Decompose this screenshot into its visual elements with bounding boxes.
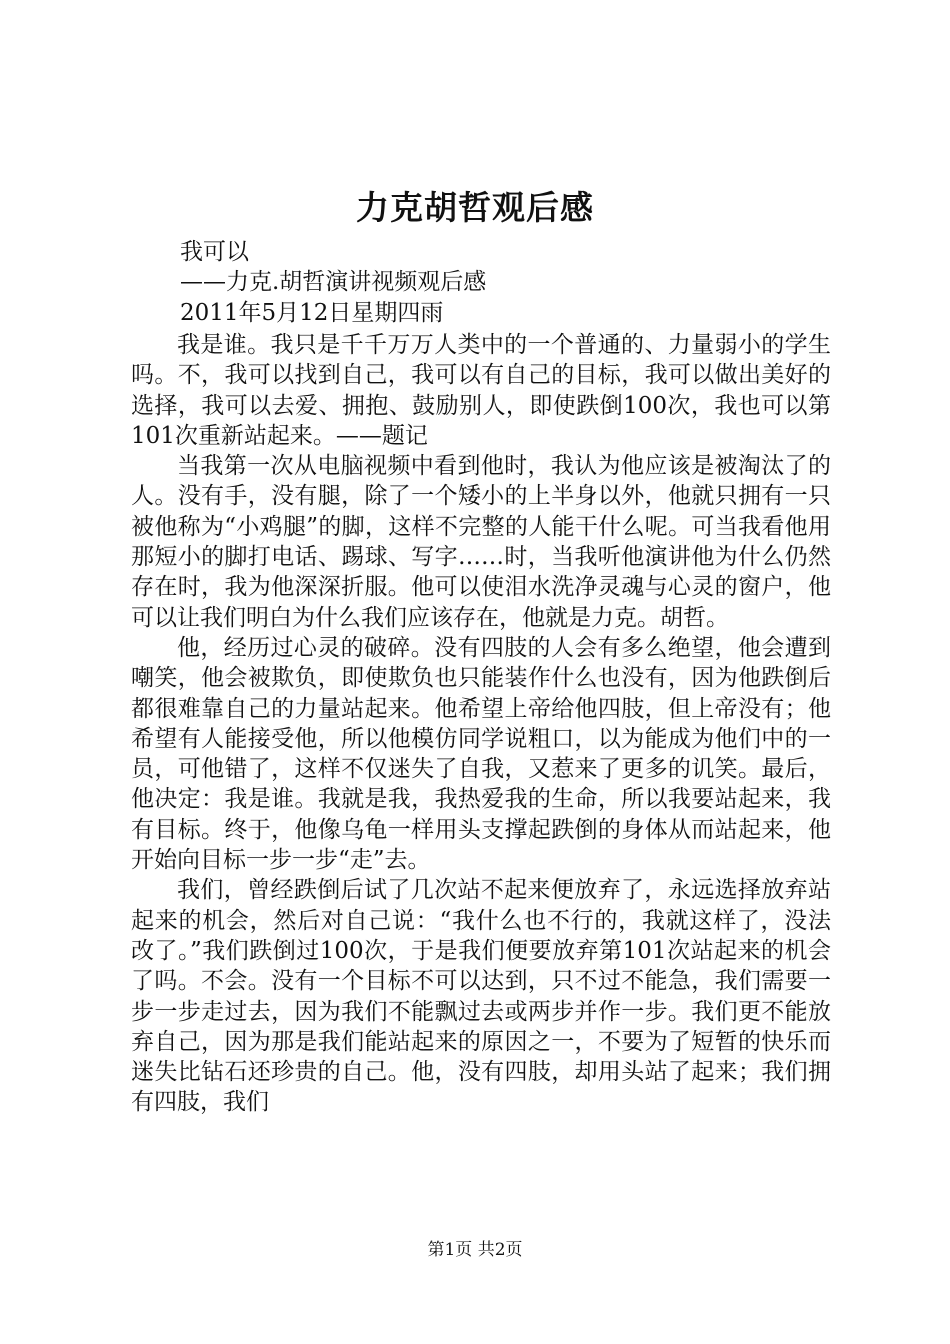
paragraph-epigraph: 我是谁。我只是千千万万人类中的一个普通的、力量弱小的学生吗。不，我可以找到自己，我可以有自己的目标，我可以做出美好的选择，我可以去爱、拥抱、鼓励别人，即使跌倒100次，我也可以第101次重新站起来。——题记: [131, 332, 831, 449]
document-title: 力克胡哲观后感: [356, 188, 594, 227]
subtitle-line-1: 我可以: [180, 239, 249, 265]
paragraph-our-reflection: 我们，曾经跌倒后试了几次站不起来便放弃了，永远选择放弃站起来的机会，然后对自己说：“我什么也不行的，我就这样了，没法改了。”我们跌倒过100次，于是我们便要放弃第101次站起来的机会了吗。不会。没有一个目标不可以达到，只不过不能急，我们需要一步一步走过去，因为我们不能飘过去或两步并作一步。我们更不能放弃自己，因为那是我们能站起来的原因之一，不要为了短暂的快乐而迷失比钻石还珍贵的自己。他，没有四肢，却用头站了起来；我们拥有四肢，我们: [131, 877, 831, 1116]
page-number-footer: 第1页 共2页: [427, 1240, 523, 1260]
date-weather-line: 2011年5月12日星期四雨: [180, 300, 444, 326]
subtitle-line-2: ——力克.胡哲演讲视频观后感: [180, 269, 487, 295]
paragraph-his-struggle: 他，经历过心灵的破碎。没有四肢的人会有多么绝望，他会遭到嘲笑，他会被欺负，即使欺负也只能装作什么也没有，因为他跌倒后都很难靠自己的力量站起来。他希望上帝给他四肢，但上帝没有；他希望有人能接受他，所以他模仿同学说粗口，以为能成为他们中的一员，可他错了，这样不仅迷失了自我，又惹来了更多的讥笑。最后，他决定：我是谁。我就是我，我热爱我的生命，所以我要站起来，我有目标。终于，他像乌龟一样用头支撑起跌倒的身体从而站起来，他开始向目标一步一步“走”去。: [131, 634, 831, 874]
paragraph-first-impression: 当我第一次从电脑视频中看到他时，我认为他应该是被淘汰了的人。没有手，没有腿，除了一个矮小的上半身以外，他就只拥有一只被他称为“小鸡腿”的脚，这样不完整的人能干什么呢。可当我看他用那短小的脚打电话、踢球、写字……时，当我听他演讲他为什么仍然存在时，我为他深深折服。他可以使泪水洗净灵魂与心灵的窗户，他可以让我们明白为什么我们应该存在，他就是力克。胡哲。: [131, 453, 831, 631]
article-body: [131, 330, 831, 1118]
